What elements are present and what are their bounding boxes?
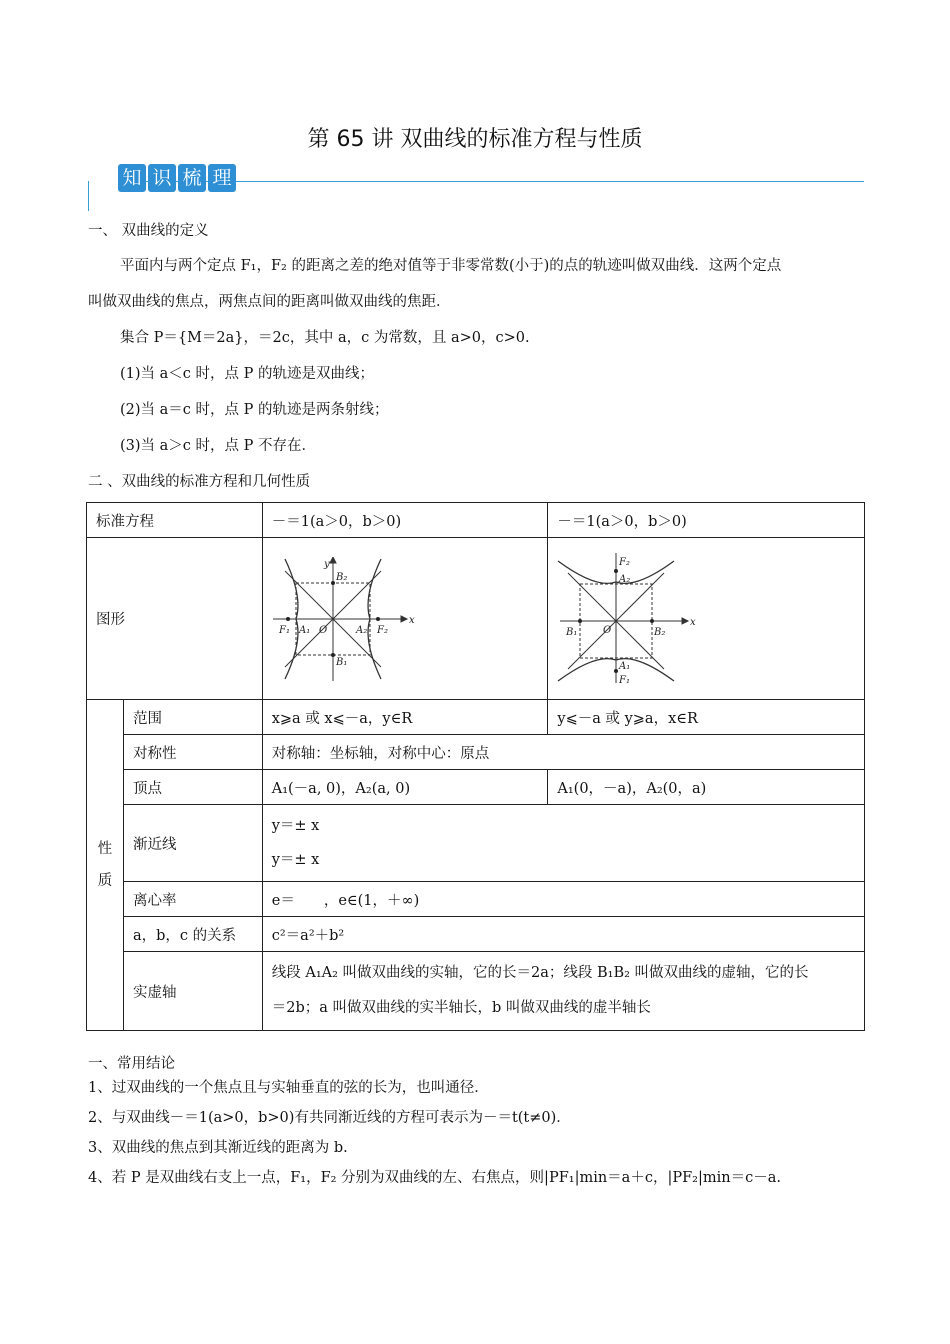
label-F1: F₁ <box>278 624 290 636</box>
banner-char: 梳 <box>178 164 206 192</box>
vertex-point <box>331 653 335 657</box>
label-B2: B₂ <box>335 571 348 583</box>
case-2: (2)当 a＝c 时，点 P 的轨迹是两条射线； <box>120 402 389 418</box>
section2-heading: 二 、双曲线的标准方程和几何性质 <box>88 474 311 490</box>
section-banner <box>88 162 864 192</box>
std-eq-horizontal: －＝1(a＞0，b＞0) <box>262 503 548 538</box>
symmetry-value: 对称轴：坐标轴，对称中心：原点 <box>262 735 864 770</box>
label-O: O <box>603 625 612 636</box>
range-label: 范围 <box>123 700 262 735</box>
eccentricity-label: 离心率 <box>123 882 262 917</box>
range-vertical: y⩽－a 或 y⩾a，x∈R <box>548 700 865 735</box>
asymptote-cell <box>262 805 864 882</box>
label-B1: B₁ <box>566 627 578 638</box>
graph-label: 图形 <box>87 538 263 700</box>
properties-label-1: 性 <box>97 841 113 857</box>
label-F2: F₂ <box>619 557 631 568</box>
label-F2: F₂ <box>376 624 388 636</box>
label-A2: A₂ <box>619 574 631 585</box>
vertex-point <box>650 619 654 623</box>
section3-heading: 一、常用结论 <box>88 1056 175 1072</box>
asymptote-vertical: y＝± x <box>271 852 320 868</box>
focus-point <box>614 569 618 573</box>
label-A2: A₂ <box>355 624 367 636</box>
label-A1: A₁ <box>619 661 631 672</box>
std-eq-vertical: －＝1(a＞0，b＞0) <box>548 503 865 538</box>
axis-cell <box>262 952 864 1031</box>
axis-label: 实虚轴 <box>123 952 262 1031</box>
asymptote-label: 渐近线 <box>123 805 262 882</box>
asymptote-horizontal: y＝± x <box>271 818 320 834</box>
conclusion-4: 4、若 P 是双曲线右支上一点，F₁，F₂ 分别为双曲线的左、右焦点，则|PF₁|min＝a＋c，|PF₂|min＝c－a. <box>88 1170 781 1186</box>
y-axis-arrow <box>330 557 336 563</box>
label-A1: A₁ <box>298 624 310 636</box>
axis-line-1: 线段 A₁A₂ 叫做双曲线的实轴，它的长＝2a；线段 B₁B₂ 叫做双曲线的虚轴，它的长 <box>271 965 809 981</box>
banner-char: 理 <box>208 164 236 192</box>
label-x: x <box>690 617 697 628</box>
section1-heading: 一、 双曲线的定义 <box>88 223 209 239</box>
definition-para2: 叫做双曲线的焦点，两焦点间的距离叫做双曲线的焦距． <box>88 294 451 310</box>
label-B1: B₁ <box>335 656 348 668</box>
std-eq-label: 标准方程 <box>87 503 263 538</box>
label-O: O <box>318 624 327 636</box>
x-axis-arrow <box>682 618 688 624</box>
vertex-label: 顶点 <box>123 770 262 805</box>
symmetry-label: 对称性 <box>123 735 262 770</box>
label-x: x <box>408 614 415 626</box>
vertex-point <box>331 581 335 585</box>
vertex-horizontal: A₁(－a, 0)，A₂(a, 0) <box>262 770 548 805</box>
properties-table <box>86 502 865 1031</box>
label-F1: F₁ <box>619 675 631 686</box>
x-axis-arrow <box>401 616 407 622</box>
conclusion-3: 3、双曲线的焦点到其渐近线的距离为 b. <box>88 1140 348 1156</box>
horizontal-hyperbola-graph <box>273 557 418 687</box>
conclusion-2: 2、与双曲线－＝1(a>0，b>0)有共同渐近线的方程可表示为－＝t(t≠0)． <box>88 1110 571 1126</box>
focus-point <box>614 669 618 673</box>
label-y: y <box>323 558 330 570</box>
eccentricity-value: e＝ ，e∈(1，＋∞) <box>262 882 864 917</box>
abc-label: a，b，c 的关系 <box>123 917 262 952</box>
case-1: (1)当 a＜c 时，点 P 的轨迹是双曲线； <box>120 366 374 382</box>
label-B2: B₂ <box>654 627 666 638</box>
vertex-vertical: A₁(0，－a)，A₂(0，a) <box>548 770 865 805</box>
case-3: (3)当 a＞c 时，点 P 不存在． <box>120 438 316 454</box>
definition-para1: 平面内与两个定点 F₁，F₂ 的距离之差的绝对值等于非零常数(小于)的点的轨迹叫做双曲线．这两个定点 <box>120 258 782 274</box>
graph-horizontal-cell <box>262 538 548 700</box>
conclusion-1: 1、过双曲线的一个焦点且与实轴垂直的弦的长为，也叫通径． <box>88 1080 489 1096</box>
abc-value: c²＝a²＋b² <box>262 917 864 952</box>
focus-point <box>376 617 380 621</box>
set-definition: 集合 P＝{M＝2a}，＝2c，其中 a，c 为常数，且 a>0，c>0. <box>120 330 530 346</box>
properties-label <box>87 700 124 1031</box>
banner-char: 知 <box>118 164 146 192</box>
page-title: 第 65 讲 双曲线的标准方程与性质 <box>307 127 643 152</box>
graph-vertical-cell <box>548 538 865 700</box>
axis-line-2: ＝2b；a 叫做双曲线的实半轴长，b 叫做双曲线的虚半轴长 <box>271 1000 651 1016</box>
focus-point <box>286 617 290 621</box>
vertical-hyperbola-graph <box>556 551 701 686</box>
vertex-point <box>578 619 582 623</box>
range-horizontal: x⩾a 或 x⩽－a，y∈R <box>262 700 548 735</box>
properties-label-2: 质 <box>97 873 113 889</box>
banner-char: 识 <box>148 164 176 192</box>
banner-hook <box>88 181 90 211</box>
